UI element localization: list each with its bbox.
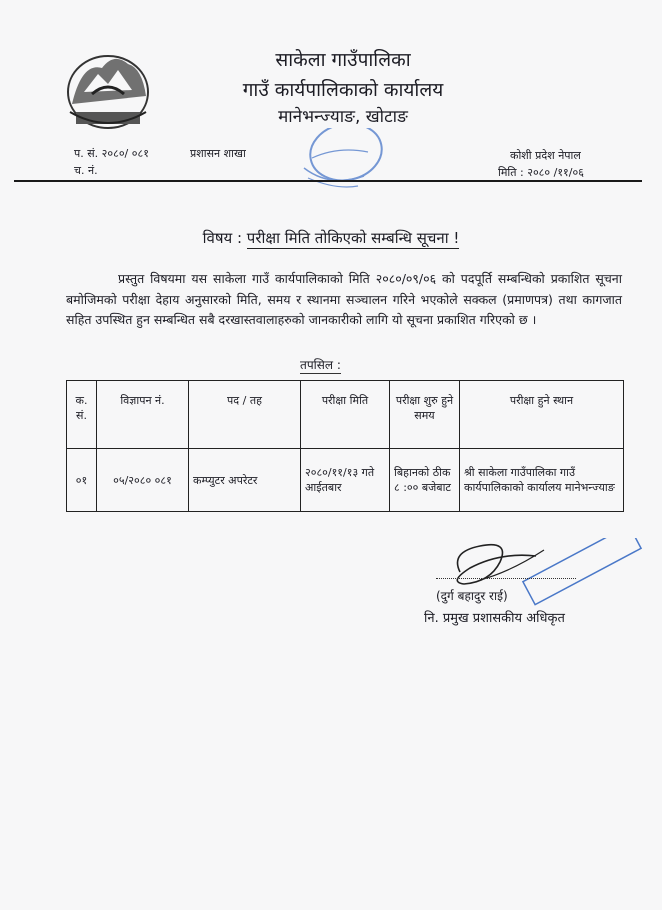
col-header-post: पद / तह — [189, 381, 301, 449]
cell-venue: श्री साकेला गाउँपालिका गाउँ कार्यपालिकाको कार्यालय मानेभन्ज्याङ — [460, 449, 624, 512]
body-paragraph: प्रस्तुत विषयमा यस साकेला गाउँ कार्यपालिकाको मिति २०८०/०९/०६ को पदपूर्ति सम्बन्धिको प्रकाशित सूचना बमोजिमको परीक्षा देहाय अनुसारको मिति, समय र स्थानमा सञ्चालन गरिने भएकोले सक्कल (प्रमाणपत्र) तथा कागजात सहित उपस्थित हुन सम्बन्धित सबै दरखास्तवालाहरुको जानकारीको लागि यो सूचना प्रकाशित गरिएको छ । — [66, 271, 622, 327]
section-name: प्रशासन शाखा — [190, 147, 246, 160]
signatory-designation: नि. प्रमुख प्रशासकीय अधिकृत — [424, 611, 565, 626]
col-header-start-time: परीक्षा शुरु हुने समय — [390, 381, 460, 449]
col-header-serial: क. सं. — [67, 381, 97, 449]
reference-number: प. सं. २०८०/ ०८१ — [74, 147, 149, 160]
notice-body — [66, 269, 622, 331]
header-divider — [14, 180, 642, 182]
cell-ad-number: ०५/२०८० ०८१ — [97, 449, 189, 512]
col-header-exam-date: परीक्षा मिति — [301, 381, 390, 449]
office-title-line2: गाउँ कार्यपालिकाको कार्यालय — [242, 79, 444, 101]
dispatch-number: च. नं. — [74, 164, 98, 177]
office-address: मानेभन्ज्याङ, खोटाङ — [278, 107, 408, 127]
table-caption: तपसिल : — [300, 358, 341, 372]
col-header-venue: परीक्षा हुने स्थान — [460, 381, 624, 449]
cell-start-time: बिहानको ठीक ८ :०० बजेबाट — [390, 449, 460, 512]
notice-subject — [0, 228, 662, 248]
exam-schedule-table — [66, 380, 624, 512]
date-line: मिति : २०८० /११/०६ — [498, 166, 584, 179]
signature-line — [436, 578, 576, 579]
subject-prefix: विषय : — [202, 229, 247, 247]
office-stamp — [286, 128, 390, 192]
cell-serial: ०१ — [67, 449, 97, 512]
province-name: कोशी प्रदेश नेपाल — [510, 149, 581, 162]
col-header-ad-number: विज्ञापन नं. — [97, 381, 189, 449]
signatory-name: (दुर्ग बहादुर राई) — [436, 589, 508, 603]
office-title-line1: साकेला गाउँपालिका — [275, 49, 411, 71]
cell-post: कम्प्युटर अपरेटर — [189, 449, 301, 512]
subject-text: परीक्षा मिति तोकिएको सम्बन्धि सूचना ! — [246, 229, 460, 247]
table-header-row — [67, 381, 624, 449]
cell-exam-date: २०८०/११/१३ गते आईतबार — [301, 449, 390, 512]
table-row — [67, 449, 624, 512]
